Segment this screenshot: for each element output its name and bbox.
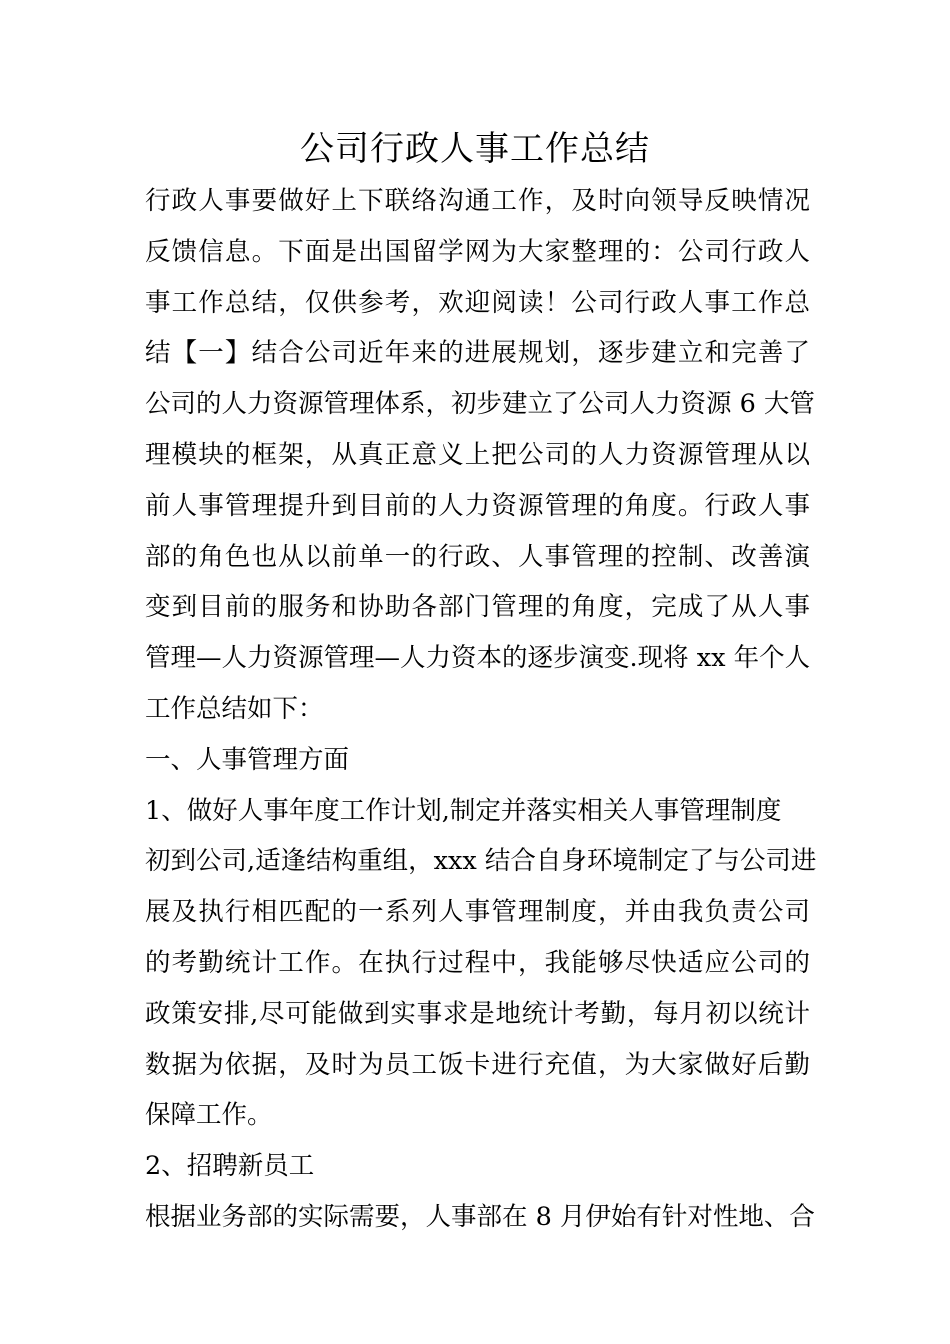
body-line: 前人事管理提升到目前的人力资源管理的角度。行政人事 (145, 490, 810, 521)
body-line: 变到目前的服务和协助各部门管理的角度，完成了从人事 (145, 592, 810, 623)
body-line: 保障工作。 (145, 1100, 273, 1131)
body-line: 初到公司,适逢结构重组，xxx 结合自身环境制定了与公司进 (145, 846, 817, 877)
document-title: 公司行政人事工作总结 (300, 129, 650, 169)
subsection-heading: 2、招聘新员工 (145, 1151, 315, 1182)
body-line: 部的角色也从以前单一的行政、人事管理的控制、改善演 (145, 541, 810, 572)
subsection-heading: 1、做好人事年度工作计划,制定并落实相关人事管理制度 (145, 795, 782, 826)
body-line: 理模块的框架，从真正意义上把公司的人力资源管理从以 (145, 439, 810, 470)
body-line: 管理—人力资源管理—人力资本的逐步演变.现将 xx 年个人 (145, 643, 811, 674)
body-line: 事工作总结，仅供参考，欢迎阅读！公司行政人事工作总 (145, 287, 810, 318)
body-line: 政策安排,尽可能做到实事求是地统计考勤，每月初以统计 (145, 998, 810, 1029)
body-line: 展及执行相匹配的一系列人事管理制度，并由我负责公司 (145, 897, 810, 928)
body-line: 数据为依据，及时为员工饭卡进行充值，为大家做好后勤 (145, 1049, 810, 1080)
body-line: 公司的人力资源管理体系，初步建立了公司人力资源 6 大管 (145, 389, 815, 420)
document-body (145, 176, 817, 1243)
body-line: 的考勤统计工作。在执行过程中，我能够尽快适应公司的 (145, 947, 810, 978)
body-line: 反馈信息。下面是出国留学网为大家整理的：公司行政人 (145, 236, 810, 267)
body-line: 行政人事要做好上下联络沟通工作，及时向领导反映情况 (145, 186, 810, 216)
body-line: 结【一】结合公司近年来的进展规划，逐步建立和完善了 (145, 338, 810, 369)
section-heading: 一、人事管理方面 (145, 744, 350, 775)
body-line: 根据业务部的实际需要，人事部在 8 月伊始有针对性地、合 (145, 1201, 815, 1232)
body-line: 工作总结如下： (145, 693, 324, 724)
